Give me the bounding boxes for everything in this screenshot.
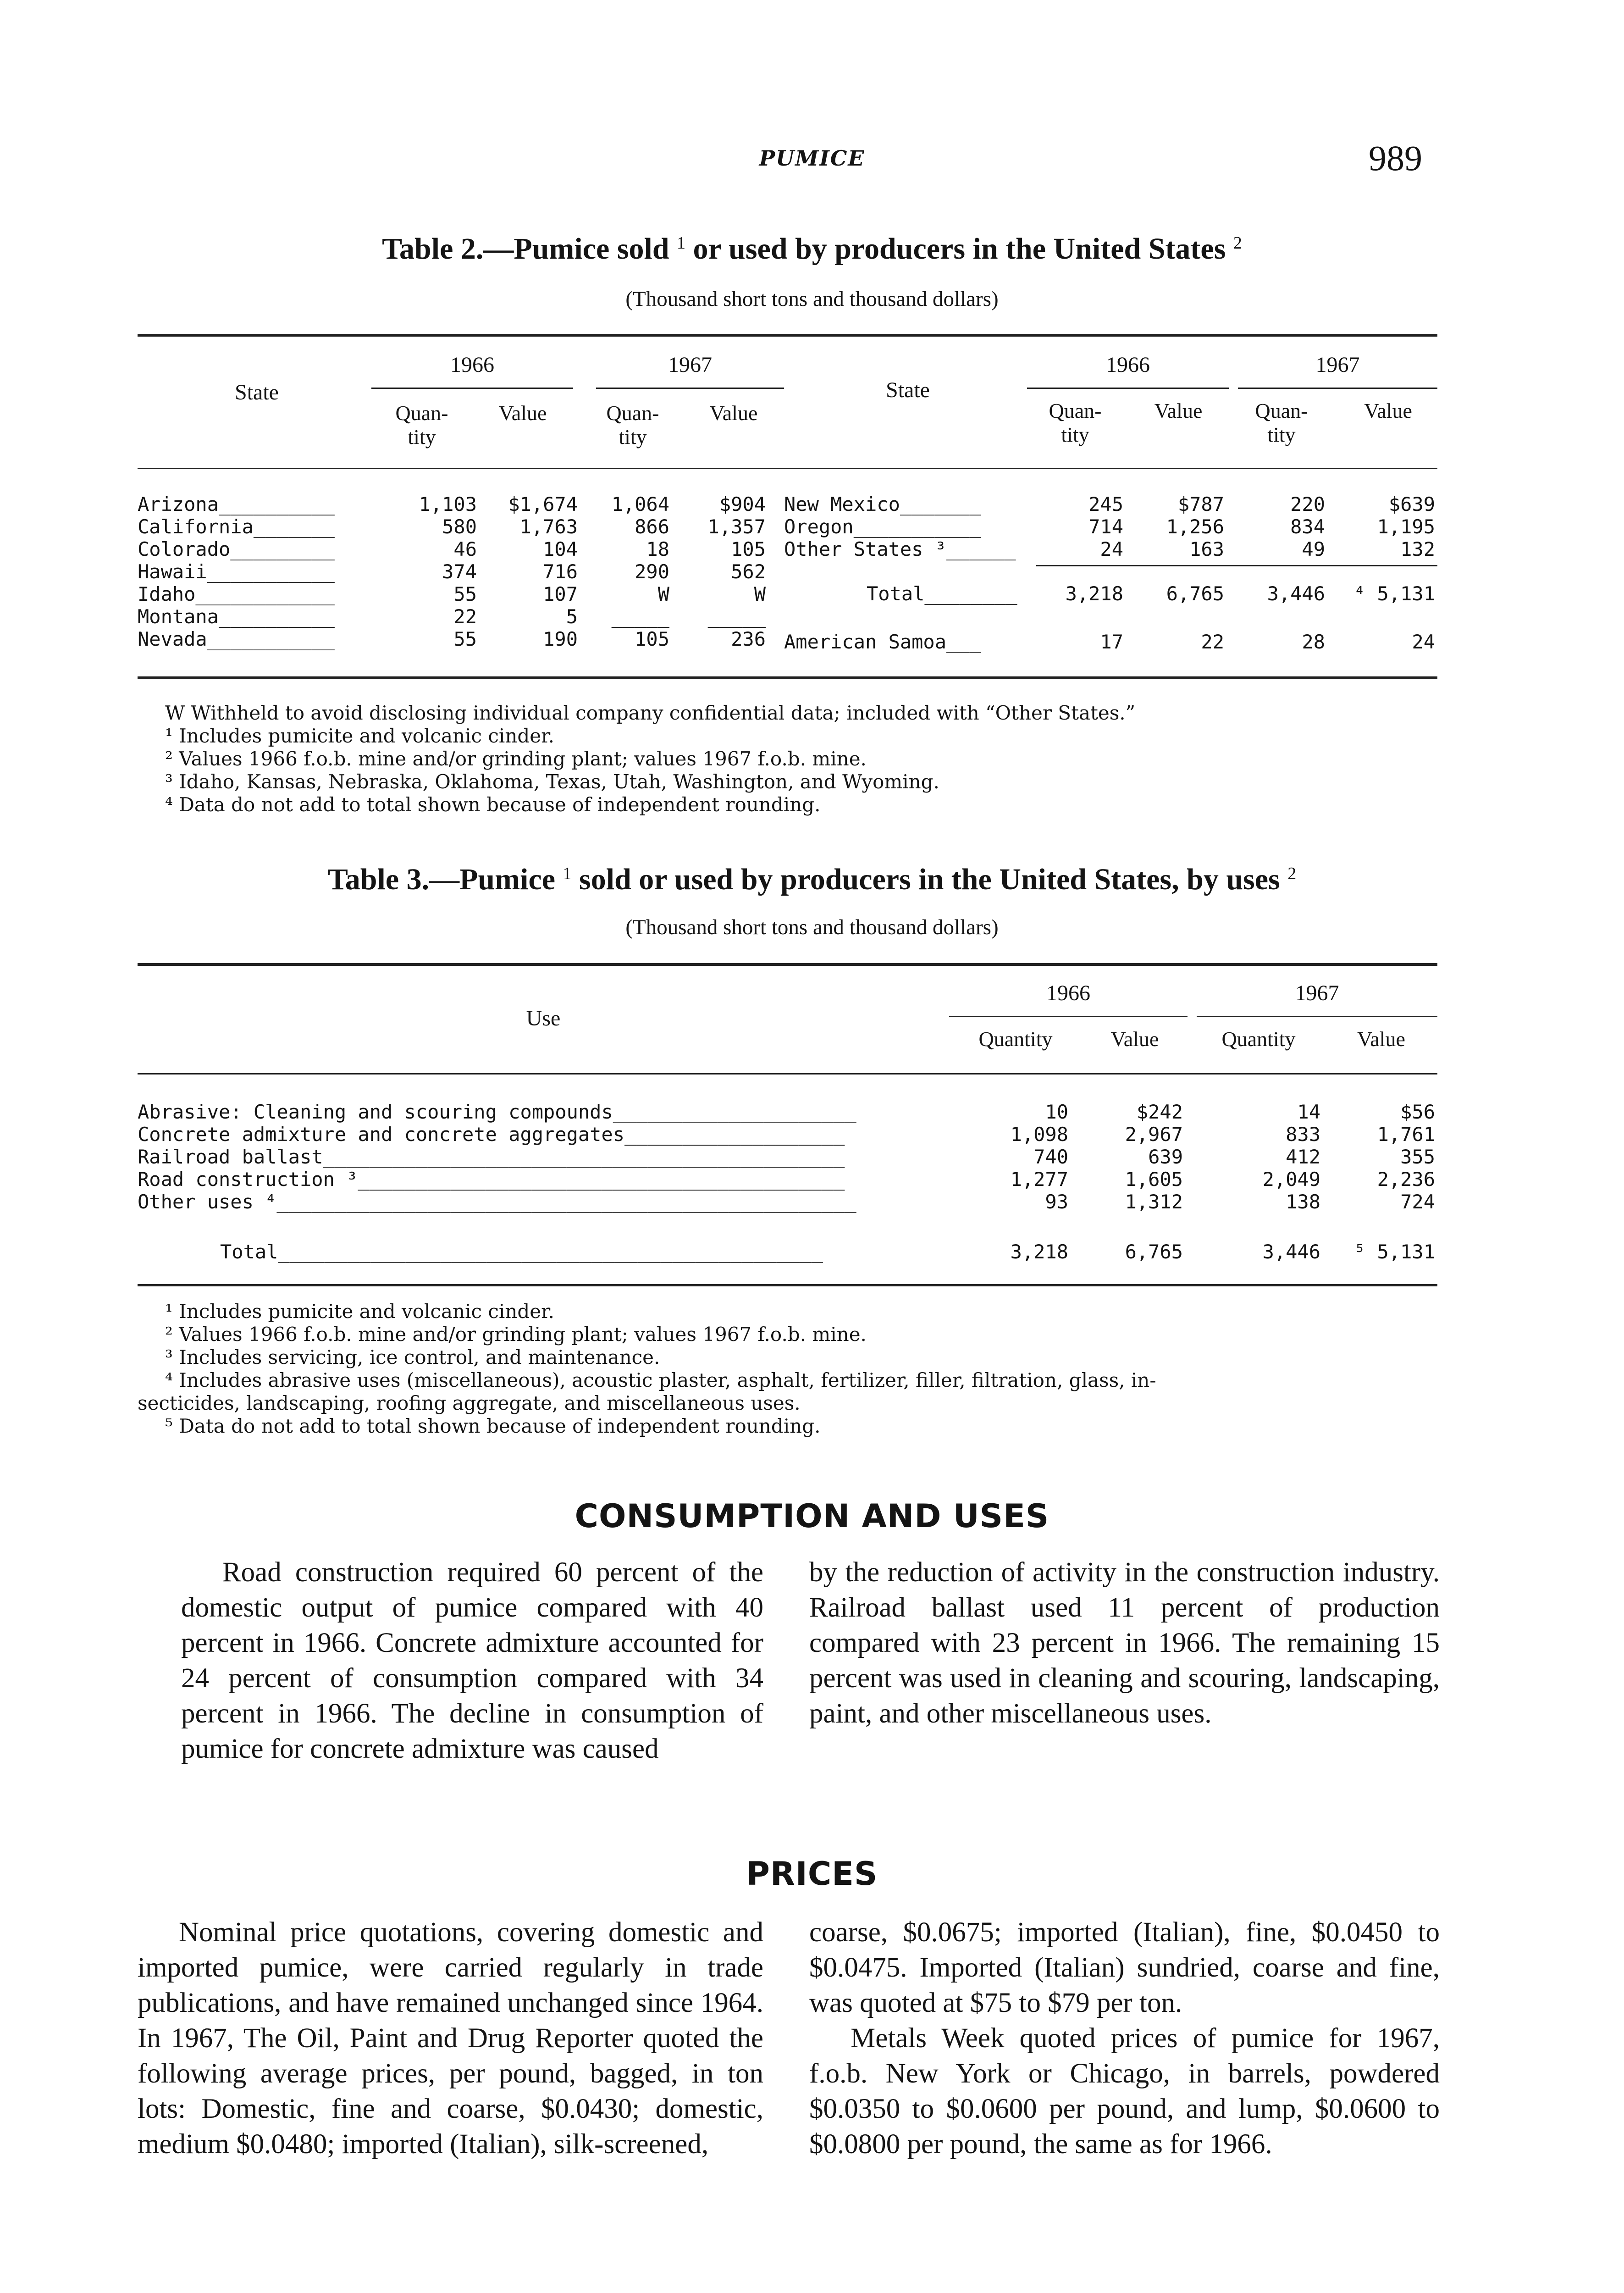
table-row: Oregon___________ 714 1,256 834 1,195 [784,515,1435,538]
footnote: ³ Idaho, Kansas, Nebraska, Oklahoma, Texas, Utah, Washington, and Wyoming. [165,770,939,793]
table3-total [138,1241,1440,1263]
table2-header-1966-left: 1966 [450,353,494,377]
table2-header-qty-66-right: Quan- tity [1049,399,1102,446]
table2-header-qty-67-left: Quan- tity [606,401,659,449]
table-row: New Mexico_______ 245 $787 220 $639 [784,493,1435,515]
table-row: Other uses ⁴__________________________________________________ 93 1,312 138 724 [138,1191,1435,1213]
running-head-title: PUMICE [759,146,865,171]
table3-header-val-67: Value [1357,1027,1405,1051]
footnote: ³ Includes servicing, ice control, and maintenance. [165,1346,660,1368]
table2-header-1966-right: 1966 [1106,353,1150,377]
table-row: Railroad ballast_____________________________________________ 740 639 412 355 [138,1146,1435,1168]
table2-header-val-67-right: Value [1364,399,1412,422]
table3-header-val-66: Value [1110,1027,1159,1051]
footnote: secticides, landscaping, roofing aggregate, and miscellaneous uses. [138,1392,801,1414]
table3-title: Table 3.—Pumice $^1$ sold or used by producers in the United States, by uses $^2$ [327,863,1297,896]
table3-top-rule [138,963,1437,966]
table2-left-block [138,493,779,650]
table2-header-state-left: State [235,380,279,404]
table2-header-1967-left: 1967 [668,353,712,377]
table2-header-1967-right: 1967 [1315,353,1360,377]
footnote: ¹ Includes pumicite and volcanic cinder. [165,725,554,747]
table2-header-val-66-left: Value [498,401,547,425]
table2-rule-1967-right [1238,388,1437,389]
consumption-left-column [181,1555,763,1767]
paragraph: Nominal price quotations, covering domestic and imported pumice, were carried regularly in trade publications, and have remained unchanged since 1964. In 1967, The Oil, Paint and Drug Reporter quoted the following average prices, per pound, bagged, in ton lots: Domestic, fine and coarse, $0.0430; domestic, medium $0.0480; imported (Italian), silk-screened, [138,1917,763,2160]
table-row: Idaho____________ 55 107 W W [138,583,766,605]
running-head [0,138,1624,179]
table2-total-block [784,582,1440,605]
table-row: California_______ 580 1,763 866 1,357 [138,515,766,538]
footnote: ⁴ Data do not add to total shown because of independent rounding. [165,793,821,816]
table2-rule-1966-right [1027,388,1229,389]
prices-left-column [138,1915,763,2162]
table-row: Hawaii___________ 374 716 290 562 [138,560,766,583]
footnote: W Withheld to avoid disclosing individual company confidential data; included with “Other States.” [165,702,1136,724]
table2-total-rule [1036,565,1437,566]
consumption-heading: CONSUMPTION AND USES [574,1497,1050,1535]
table3-footnotes [138,1300,1476,1438]
footnote: ² Values 1966 f.o.b. mine and/or grinding plant; values 1967 f.o.b. mine. [165,748,867,770]
table3-bottom-rule [138,1284,1437,1286]
paragraph: Metals Week quoted prices of pumice for 1967, f.o.b. New York or Chicago, in barrels, powdered $0.0350 to $0.0600 per pound, and lump, $0.0600 to $0.0800 per pound, the same as for 1966. [809,2023,1440,2160]
table3-header-1966: 1966 [1046,981,1090,1005]
table3-header-qty-67: Quantity [1221,1027,1296,1051]
table-row: Arizona__________ 1,103 $1,674 1,064 $904 [138,493,766,515]
table2-header-rule [138,468,1437,469]
table-row: Road construction ³__________________________________________ 1,277 1,605 2,049 2,236 [138,1168,1435,1191]
table3-rule-1966 [949,1016,1188,1017]
table2-header-qty-67-right: Quan- tity [1255,399,1308,446]
table2-header-val-67-left: Value [709,401,758,425]
table-row: Colorado_________ 46 104 18 105 [138,538,766,560]
page-number: 989 [1369,138,1422,178]
table-row: Nevada___________ 55 190 105 236 [138,628,766,650]
table3-header-rule [138,1073,1437,1074]
table2-title: Table 2.—Pumice sold $^1$ or used by producers in the United States $^2$ [382,232,1242,266]
table-row: Abrasive: Cleaning and scouring compounds_____________________ 10 $242 14 $56 [138,1101,1435,1123]
table2-rule-1967-left [596,388,784,389]
table2-header-qty-66-left: Quan- tity [395,401,448,449]
footnote: ¹ Includes pumicite and volcanic cinder. [165,1300,554,1323]
table3-header-1967: 1967 [1295,981,1339,1005]
paragraph: Road construction required 60 percent of the domestic output of pumice compared with 40 percent in 1966. Concrete admixture accounted for 24 percent of consumption compared with 34 percent in 1966. The decline in consumption of pumice for concrete admixture was caused [181,1557,763,1764]
table2-bottom-rule [138,676,1437,679]
table-row: Montana__________ 22 5 _____ _____ [138,605,766,628]
table3-rows [138,1101,1440,1213]
table2-subtitle: (Thousand short tons and thousand dollars) [625,287,999,311]
table-row: American Samoa___ 17 22 28 24 [784,631,1435,653]
table3-header-qty-66: Quantity [978,1027,1053,1051]
footnote: ² Values 1966 f.o.b. mine and/or grinding plant; values 1967 f.o.b. mine. [165,1323,867,1346]
table-row: Other States ³______ 24 163 49 132 [784,538,1435,560]
table2-footnotes [138,702,1476,816]
table3-rule-1967 [1197,1016,1437,1017]
table2-header-state-right: State [886,378,930,402]
table3-subtitle: (Thousand short tons and thousand dollars) [625,915,999,939]
table-row-total: Total_______________________________________________ 3,218 6,765 3,446 ⁵ 5,131 [220,1241,1435,1263]
table2-header-val-66-right: Value [1154,399,1203,422]
table2-right-block [784,493,1440,560]
prices-right-column [809,1915,1440,2162]
paragraph: coarse, $0.0675; imported (Italian), fine, $0.0450 to $0.0475. Imported (Italian) sundried, coarse and fine, was quoted at $75 to $79 per ton. [809,1917,1440,2018]
table2-samoa-block [784,631,1440,653]
paragraph: by the reduction of activity in the construction industry. Railroad ballast used 11 percent of production compared with 23 percent in 1966. The remaining 15 percent was used in cleaning and scouring, landscaping, paint, and other miscellaneous uses. [809,1557,1440,1729]
table2-rule-1966-left [371,388,573,389]
table2-top-rule [138,334,1437,337]
table-row: Concrete admixture and concrete aggregates___________________ 1,098 2,967 833 1,761 [138,1123,1435,1146]
table3-header-use: Use [526,1006,561,1030]
prices-heading: PRICES [746,1855,878,1893]
footnote: ⁵ Data do not add to total shown because of independent rounding. [165,1415,821,1437]
footnote: ⁴ Includes abrasive uses (miscellaneous), acoustic plaster, asphalt, fertilizer, filler, filtration, glass, in- [165,1369,1156,1391]
table-row-total: Total________ 3,218 6,765 3,446 ⁴ 5,131 [867,582,1435,605]
consumption-right-column [809,1555,1440,1731]
